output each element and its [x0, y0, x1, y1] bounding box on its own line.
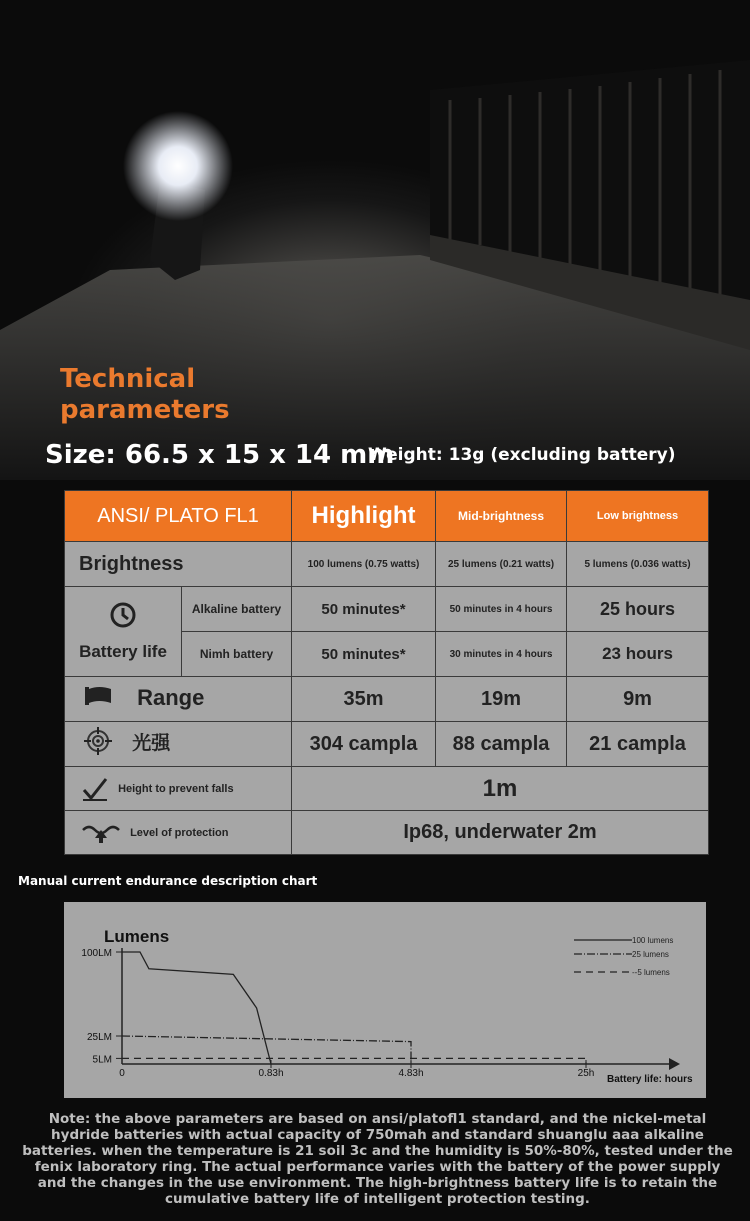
protection-value: Ip68, underwater 2m	[292, 811, 709, 855]
brightness-high: 100 lumens (0.75 watts)	[292, 542, 436, 587]
header-highlight: Highlight	[292, 491, 436, 542]
x-axis-arrow	[669, 1058, 680, 1070]
endurance-chart-svg	[64, 902, 706, 1098]
intensity-row	[65, 722, 709, 767]
x-tick-label: 25h	[577, 1068, 595, 1079]
series-line-100-lumens	[122, 952, 271, 1064]
nimh-high: 50 minutes*	[292, 632, 436, 677]
range-low: 9m	[567, 677, 709, 722]
intensity-label: 光强	[132, 733, 171, 755]
fall-label-cell	[65, 767, 292, 811]
protection-label-cell	[65, 811, 292, 855]
alkaline-low: 25 hours	[567, 587, 709, 632]
brightness-low: 5 lumens (0.036 watts)	[567, 542, 709, 587]
y-axis-label: Lumens	[104, 927, 170, 946]
alkaline-mid: 50 minutes in 4 hours	[436, 587, 567, 632]
fall-label: Height to prevent falls	[118, 782, 234, 795]
section-heading	[60, 364, 230, 426]
range-row	[65, 677, 709, 722]
legend-label: 25 lumens	[632, 950, 669, 959]
header-low-brightness: Low brightness	[567, 491, 709, 542]
fall-icon	[81, 776, 109, 802]
alkaline-row	[65, 587, 709, 632]
x-axis-label: Battery life: hours	[607, 1074, 693, 1085]
x-tick-label: 0	[119, 1068, 125, 1079]
endurance-chart	[64, 902, 706, 1098]
y-tick-label: 25LM	[86, 1032, 112, 1043]
water-drop-icon	[81, 822, 121, 844]
intensity-label-cell	[65, 722, 292, 767]
protection-label: Level of protection	[130, 826, 229, 839]
clock-icon	[65, 601, 181, 634]
spec-table	[64, 490, 709, 855]
alkaline-label: Alkaline battery	[182, 587, 292, 632]
y-tick-label: 100LM	[81, 948, 112, 959]
legend-label: --5 lumens	[632, 968, 670, 977]
series-line-25-lumens	[122, 1036, 411, 1064]
target-icon	[83, 726, 113, 762]
footnote: Note: the above parameters are based on ansi/platofl1 standard, and the nickel-metal hydride batteries with actual capacity of 750mah and standard shuanglu aaa alkaline batteries. when the temperature is 21 soil 3c and the humidity is 50%-80%, tested under the fenix laboratory ring. The actual performance varies with the battery of the power supply and the changes in the use environment. The high-brightness battery life is to retain the cumulative battery life of intelligent protection testing.	[22, 1111, 733, 1207]
model-name: ANSI/ PLATO FL1	[65, 491, 292, 542]
x-tick-label: 4.83h	[398, 1068, 424, 1079]
intensity-high: 304 campla	[292, 722, 436, 767]
fall-value: 1m	[292, 767, 709, 811]
heading-line-2: parameters	[60, 395, 230, 425]
nimh-low: 23 hours	[567, 632, 709, 677]
heading-line-1: Technical	[60, 364, 196, 394]
weight-spec: Weight: 13g (excluding battery)	[368, 445, 676, 465]
y-tick-label: 5LM	[92, 1054, 112, 1066]
range-label-cell	[65, 677, 292, 722]
chart-title: Manual current endurance description chart	[18, 874, 318, 888]
brightness-row	[65, 542, 709, 587]
brightness-mid: 25 lumens (0.21 watts)	[436, 542, 567, 587]
battery-life-cell	[65, 587, 182, 677]
range-mid: 19m	[436, 677, 567, 722]
range-icon	[83, 685, 113, 713]
size-spec: Size: 66.5 x 15 x 14 mm	[45, 440, 395, 470]
brightness-label: Brightness	[65, 542, 292, 587]
nimh-label: Nimh battery	[182, 632, 292, 677]
range-label: Range	[137, 684, 205, 710]
alkaline-high: 50 minutes*	[292, 587, 436, 632]
protection-row	[65, 811, 709, 855]
table-header-row	[65, 491, 709, 542]
intensity-low: 21 campla	[567, 722, 709, 767]
legend-label: 100 lumens	[632, 936, 674, 945]
range-high: 35m	[292, 677, 436, 722]
series-line-5-lumens	[122, 1058, 586, 1064]
intensity-mid: 88 campla	[436, 722, 567, 767]
nimh-mid: 30 minutes in 4 hours	[436, 632, 567, 677]
fall-row	[65, 767, 709, 811]
header-mid-brightness: Mid-brightness	[436, 491, 567, 542]
battery-life-label: Battery life	[79, 642, 167, 661]
x-tick-label: 0.83h	[258, 1068, 284, 1079]
